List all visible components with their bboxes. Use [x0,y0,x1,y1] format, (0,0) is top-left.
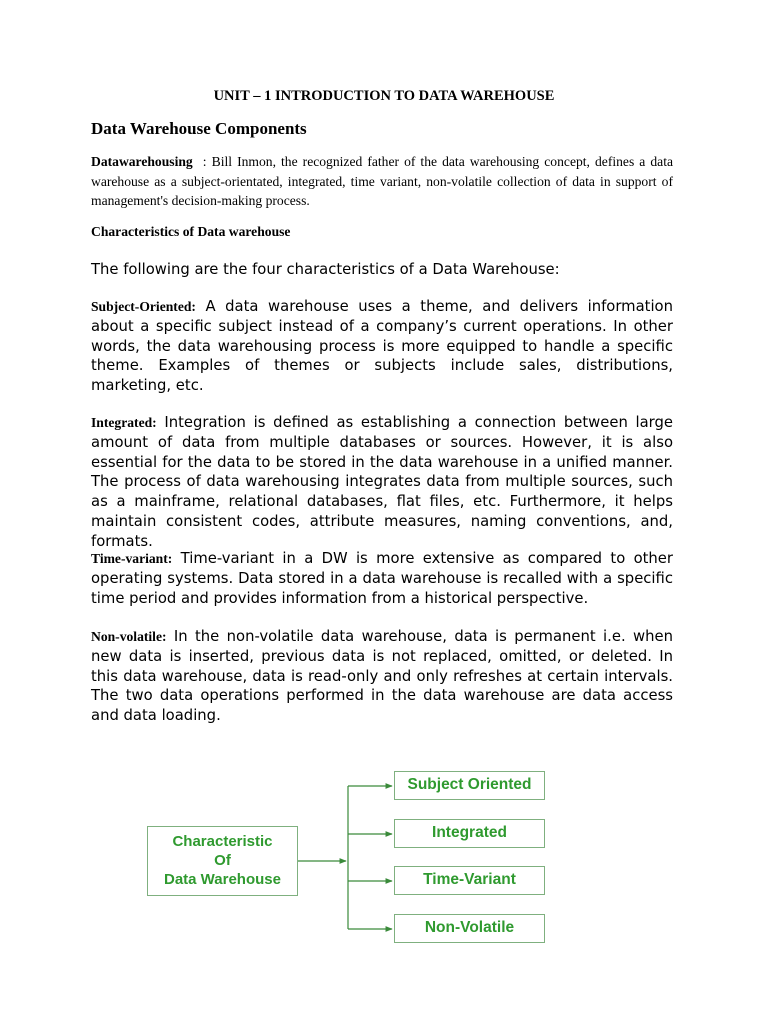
root-line-2: Of [214,852,231,869]
definition-text: Bill Inmon, the recognized father of the data warehousing concept, defines a data warehouse as a subject-orientated, integrated, time variant, non-volatile collection of data in support of management's decision-making process. [91,154,674,208]
diagram-box-time-variant: Time-Variant [394,866,545,895]
diagram-box-non-volatile: Non-Volatile [394,914,545,943]
term-integrated: Integrated: [91,415,157,430]
term-subject-oriented: Subject-Oriented: [91,299,196,314]
unit-title: UNIT – 1 INTRODUCTION TO DATA WAREHOUSE [213,88,555,104]
definition-separator: : [192,154,212,169]
definition-term: Datawarehousing [91,154,193,169]
text-subject-oriented: A data warehouse uses a theme, and delivers information about a specific subject instead of a company’s current operations. In other words, the data warehousing process is more equipped to handle a specific theme. Examples of themes or subjects include sales, distributions, marketing, etc. [91,298,673,395]
text-integrated: Integration is defined as establishing a connection between large amount of data from multiple databases or sources. However, it is also essential for the data to be stored in the data warehouse in a unified manner. The process of data warehousing integrates data from multiple sources, such as a mainframe, relational databases, flat files, etc. Furthermore, it helps maintain consistent codes, attribute measures, naming conventions, and, formats. [91,414,673,550]
characteristics-intro: The following are the four characteristics of a Data Warehouse: [91,261,560,278]
diagram-root-box [147,826,298,896]
term-non-volatile: Non-volatile: [91,629,167,644]
section-title: Data Warehouse Components [91,119,307,138]
text-non-volatile: In the non-volatile data warehouse, data is permanent i.e. when new data is inserted, previous data is not replaced, omitted, or deleted. In this data warehouse, data is read-only and only refreshes at certain intervals. The two data operations performed in the data warehouse are data access and data loading. [91,628,683,725]
characteristics-heading: Characteristics of Data warehouse [91,224,291,239]
diagram-box-subject-oriented: Subject Oriented [394,771,545,800]
root-line-1: Characteristic [172,833,273,850]
root-line-3: Data Warehouse [164,871,281,888]
text-time-variant: Time-variant in a DW is more extensive as compared to other operating systems. Data stored in a data warehouse is recalled with a specific time period and provides information from a historical perspective. [91,550,673,607]
diagram-box-integrated: Integrated [394,819,545,848]
term-time-variant: Time-variant: [91,551,173,566]
